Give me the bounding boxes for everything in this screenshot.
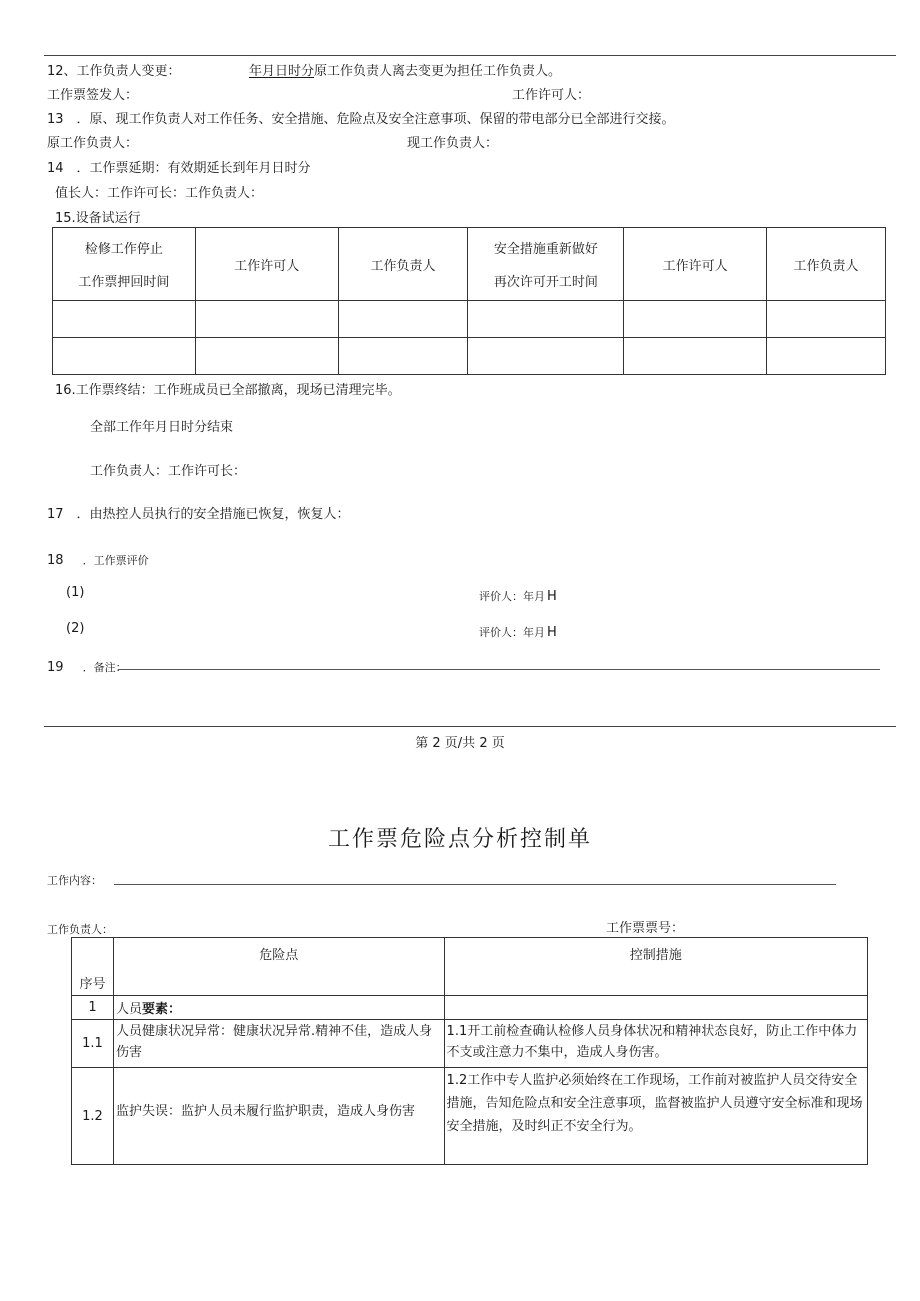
- row-risk: 监护失误：监护人员未履行监护职责，造成人身伤害: [113, 1068, 444, 1165]
- work-content-field[interactable]: [114, 884, 836, 885]
- work-content-label: 工作内容：: [47, 874, 102, 887]
- table-cell[interactable]: [767, 338, 886, 375]
- item12-content: [249, 60, 561, 79]
- trial-table-header: [53, 228, 886, 301]
- trial-col-permitter: 工作许可人: [195, 228, 338, 301]
- item17-text: 17 ．由热控人员执行的安全措施已恢复，恢复人：: [47, 507, 350, 522]
- item18-line: [47, 549, 149, 568]
- eval1-sign: 评价人：年月 H: [479, 589, 557, 604]
- page-title: 工作票危险点分析控制单: [327, 827, 592, 852]
- item12-text: 原工作负责人离去变更为担任工作负责人。: [314, 64, 562, 79]
- table-cell[interactable]: [624, 301, 767, 338]
- original-leader-label: 原工作负责人：: [47, 136, 139, 151]
- eval2-sign: 评价人：年月 H: [479, 625, 557, 640]
- trial-col-leader-2: 工作负责人: [767, 228, 886, 301]
- row-control: 1.2工作中专人监护必须始终在工作现场，工作前对被监护人员交待安全措施，告知危险点和安全注意事项，监督被监护人员遵守安全标准和现场安全措施，及时纠正不安全行为。: [444, 1068, 867, 1165]
- item14-sign-text: 值长人：工作许可长：工作负责人：: [55, 186, 264, 201]
- item19-num: 19: [47, 660, 64, 675]
- item12-label: 12、工作负责人变更：: [47, 64, 181, 79]
- trial-col-stop-time: 检修工作停止 工作票押回时间: [53, 228, 196, 301]
- table-cell[interactable]: [53, 301, 196, 338]
- row-risk: 人员健康状况异常：健康状况异常.精神不佳，造成人身伤害: [113, 1020, 444, 1068]
- row-seq: 1.2: [72, 1068, 114, 1165]
- header-seq: 序号: [72, 938, 114, 996]
- table-cell[interactable]: [624, 338, 767, 375]
- signer-label: 工作票签发人：: [47, 88, 139, 103]
- item14-text: 14 ．工作票延期：有效期延长到年月日时分: [47, 161, 311, 176]
- footer-divider: [44, 726, 896, 727]
- row-control: 1.1开工前检查确认检修人员身体状况和精神状态良好，防止工作中体力不支或注意力不集中，造成人身伤害。: [444, 1020, 867, 1068]
- risk-table: [71, 937, 868, 1165]
- table-cell[interactable]: [53, 338, 196, 375]
- item18-num: 18: [47, 553, 64, 568]
- page-footer: 第 2 页/共 2 页: [415, 736, 505, 751]
- trial-col-restart-time: 安全措施重新做好 再次许可开工时间: [468, 228, 624, 301]
- header-control: 控制措施: [444, 938, 867, 996]
- table-cell[interactable]: [195, 301, 338, 338]
- ticket-no-label: 工作票票号：: [606, 921, 685, 936]
- trial-table-row: [53, 338, 886, 375]
- table-row: [72, 996, 868, 1020]
- row-seq: 1.1: [72, 1020, 114, 1068]
- item16-text: 16.工作票终结：工作班成员已全部撤离，现场已清理完毕。: [55, 383, 401, 398]
- header-risk: 危险点: [113, 938, 444, 996]
- eval2-num: (2): [66, 621, 85, 636]
- table-cell[interactable]: [338, 301, 468, 338]
- item18-text: ．工作票评价: [82, 554, 149, 567]
- table-cell[interactable]: [468, 338, 624, 375]
- permitter-label: 工作许可人：: [512, 88, 591, 103]
- table-cell[interactable]: [338, 338, 468, 375]
- item19-text: ．备注：: [82, 661, 127, 674]
- eval1-num: (1): [66, 585, 85, 600]
- trial-run-table: [52, 227, 886, 375]
- item15-title: 15.设备试运行: [55, 211, 141, 226]
- item13-text: 13 ．原、现工作负责人对工作任务、安全措施、危险点及安全注意事项、保留的带电部分已全部进行交接。: [47, 112, 675, 127]
- leader-label: 工作负责人：: [47, 923, 113, 936]
- item16-end-text: 全部工作年月日时分结束: [90, 420, 234, 435]
- top-divider: [44, 55, 896, 56]
- row-seq: 1: [72, 996, 114, 1020]
- trial-col-leader: 工作负责人: [338, 228, 468, 301]
- item12-line: [47, 60, 181, 79]
- row-risk: 人员要素：: [113, 996, 444, 1020]
- item19-line: [47, 656, 127, 675]
- remarks-underline[interactable]: [118, 669, 880, 670]
- item16-sign-text: 工作负责人：工作许可长：: [90, 464, 247, 479]
- table-row: [72, 1020, 868, 1068]
- item12-datetime: 年月日时分: [249, 64, 315, 79]
- trial-col-permitter-2: 工作许可人: [624, 228, 767, 301]
- current-leader-label: 现工作负责人：: [407, 136, 499, 151]
- row-control: [444, 996, 867, 1020]
- risk-table-header: [72, 938, 868, 996]
- table-cell[interactable]: [468, 301, 624, 338]
- table-row: [72, 1068, 868, 1165]
- trial-table-row: [53, 301, 886, 338]
- table-cell[interactable]: [767, 301, 886, 338]
- table-cell[interactable]: [195, 338, 338, 375]
